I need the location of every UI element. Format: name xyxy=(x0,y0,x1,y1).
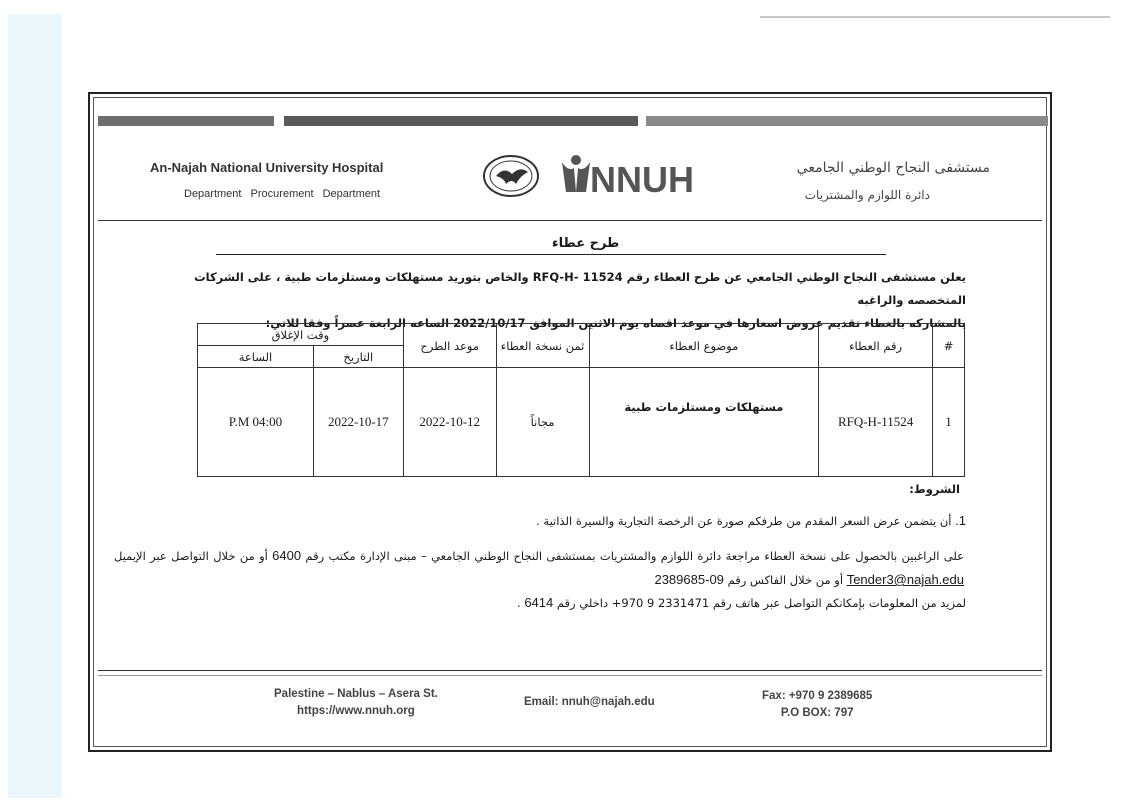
footer-email[interactable]: Email: nnuh@najah.edu xyxy=(524,696,655,708)
more-info-text: . xyxy=(517,596,521,610)
col-header-closing-time: الساعة xyxy=(198,346,314,368)
tender-table xyxy=(197,323,965,477)
col-header-issue-date: موعد الطرح xyxy=(403,324,496,368)
footer-address-line: Palestine – Nablus – Asera St. xyxy=(274,688,438,700)
cell-closing-time: P.M 04:00 xyxy=(198,368,314,477)
footer-divider xyxy=(98,670,1042,671)
department-en xyxy=(184,188,380,200)
header-bar xyxy=(284,116,638,126)
department-label-en: Department xyxy=(184,188,242,200)
cell-subject: مستهلكات ومستلزمات طبية xyxy=(589,368,819,477)
fax-number: 09-2389685 xyxy=(654,572,724,587)
header-divider xyxy=(98,220,1042,221)
extension-number: 6414 xyxy=(524,595,554,610)
col-header-closing-date: التاريخ xyxy=(313,346,403,368)
header-bar xyxy=(646,116,1048,126)
scan-edge-line xyxy=(760,16,1110,18)
condition-number: 1. xyxy=(955,513,966,528)
footer-divider xyxy=(98,675,1042,676)
title-underline xyxy=(216,254,886,255)
cell-closing-date: 2022-10-17 xyxy=(313,368,403,477)
phone-number: 2331471 9 970+ xyxy=(611,596,710,610)
contact-text: على الراغبين بالحصول على نسخة العطاء مراجعة دائرة اللوازم والمشتريات بمستشفى النجاح الوطني الجامعي – مبنى الإدارة مكتب رقم xyxy=(305,549,965,563)
cell-num: 1 xyxy=(933,368,965,477)
table-header-row xyxy=(198,324,965,346)
contact-paragraph xyxy=(114,544,964,592)
scan-edge-shadow xyxy=(8,14,62,798)
hospital-name-ar: مستشفى النجاح الوطني الجامعي xyxy=(796,160,990,176)
col-header-num: # xyxy=(933,324,965,368)
document-page xyxy=(88,92,1052,752)
table-row xyxy=(198,368,965,477)
nnuh-figure-icon xyxy=(562,155,590,192)
more-info-text: لمزيد من المعلومات بإمكانكم التواصل عبر هاتف رقم xyxy=(712,596,966,610)
condition-item xyxy=(536,513,966,528)
conditions-heading: الشروط: xyxy=(909,482,960,496)
logo-text: NNUH xyxy=(590,159,694,200)
col-header-price: ثمن نسخة العطاء xyxy=(496,324,589,368)
contact-text: أو من خلال التواصل عبر الإيميل xyxy=(114,549,268,563)
department-value-en: Procurement Department xyxy=(250,188,381,200)
cell-price: مجاناً xyxy=(496,368,589,477)
more-info-line xyxy=(517,595,966,610)
header-bar xyxy=(98,116,274,126)
contact-text: أو من خلال الفاكس رقم xyxy=(727,573,844,587)
nnuh-logo xyxy=(554,152,694,200)
more-info-text: داخلي رقم xyxy=(556,596,609,610)
cell-issue-date: 2022-10-12 xyxy=(403,368,496,477)
condition-text: أن يتضمن عرض السعر المقدم من طرفكم صورة عن الرخصة التجارية والسيرة الذاتية . xyxy=(536,514,952,528)
announcement-line: يعلن مستشفى النجاح الوطني الجامعي عن طرح العطاء رقم RFQ-H- 11524 والخاص بتوريد مستهلكات ومستلزمات طبية ، على الشركات المتخصصه والراغبه xyxy=(194,270,966,307)
footer-pobox: P.O BOX: 797 xyxy=(780,707,854,719)
document-inner-frame xyxy=(93,97,1047,747)
university-seal-icon xyxy=(482,154,540,198)
col-header-subject: موضوع العطاء xyxy=(589,324,819,368)
hospital-name-en: An-Najah National University Hospital xyxy=(150,160,384,175)
department-ar: دائرة اللوازم والمشتريات xyxy=(804,188,930,202)
footer-contact xyxy=(762,688,872,722)
footer-website[interactable]: https://www.nnuh.org xyxy=(297,705,415,717)
cell-tender-no: RFQ-H-11524 xyxy=(819,368,933,477)
office-number: 6400 xyxy=(272,548,302,563)
col-header-tender-no: رقم العطاء xyxy=(819,324,933,368)
announcement-line: بالمشاركه بالعطاء تقديم عروض اسعارها في موعد اقصاه يوم الاثنين الموافق 2022/10/17 الساعه الرابعة عصراً وفقا للاتي: xyxy=(265,316,966,330)
document-title: طرح عطاء xyxy=(552,236,620,251)
tender-email-link[interactable]: Tender3@najah.edu xyxy=(846,572,964,587)
footer-address xyxy=(274,686,438,720)
footer-fax: Fax: +970 9 2389685 xyxy=(762,690,873,702)
col-header-closing: وقت الإغلاق xyxy=(198,324,404,346)
